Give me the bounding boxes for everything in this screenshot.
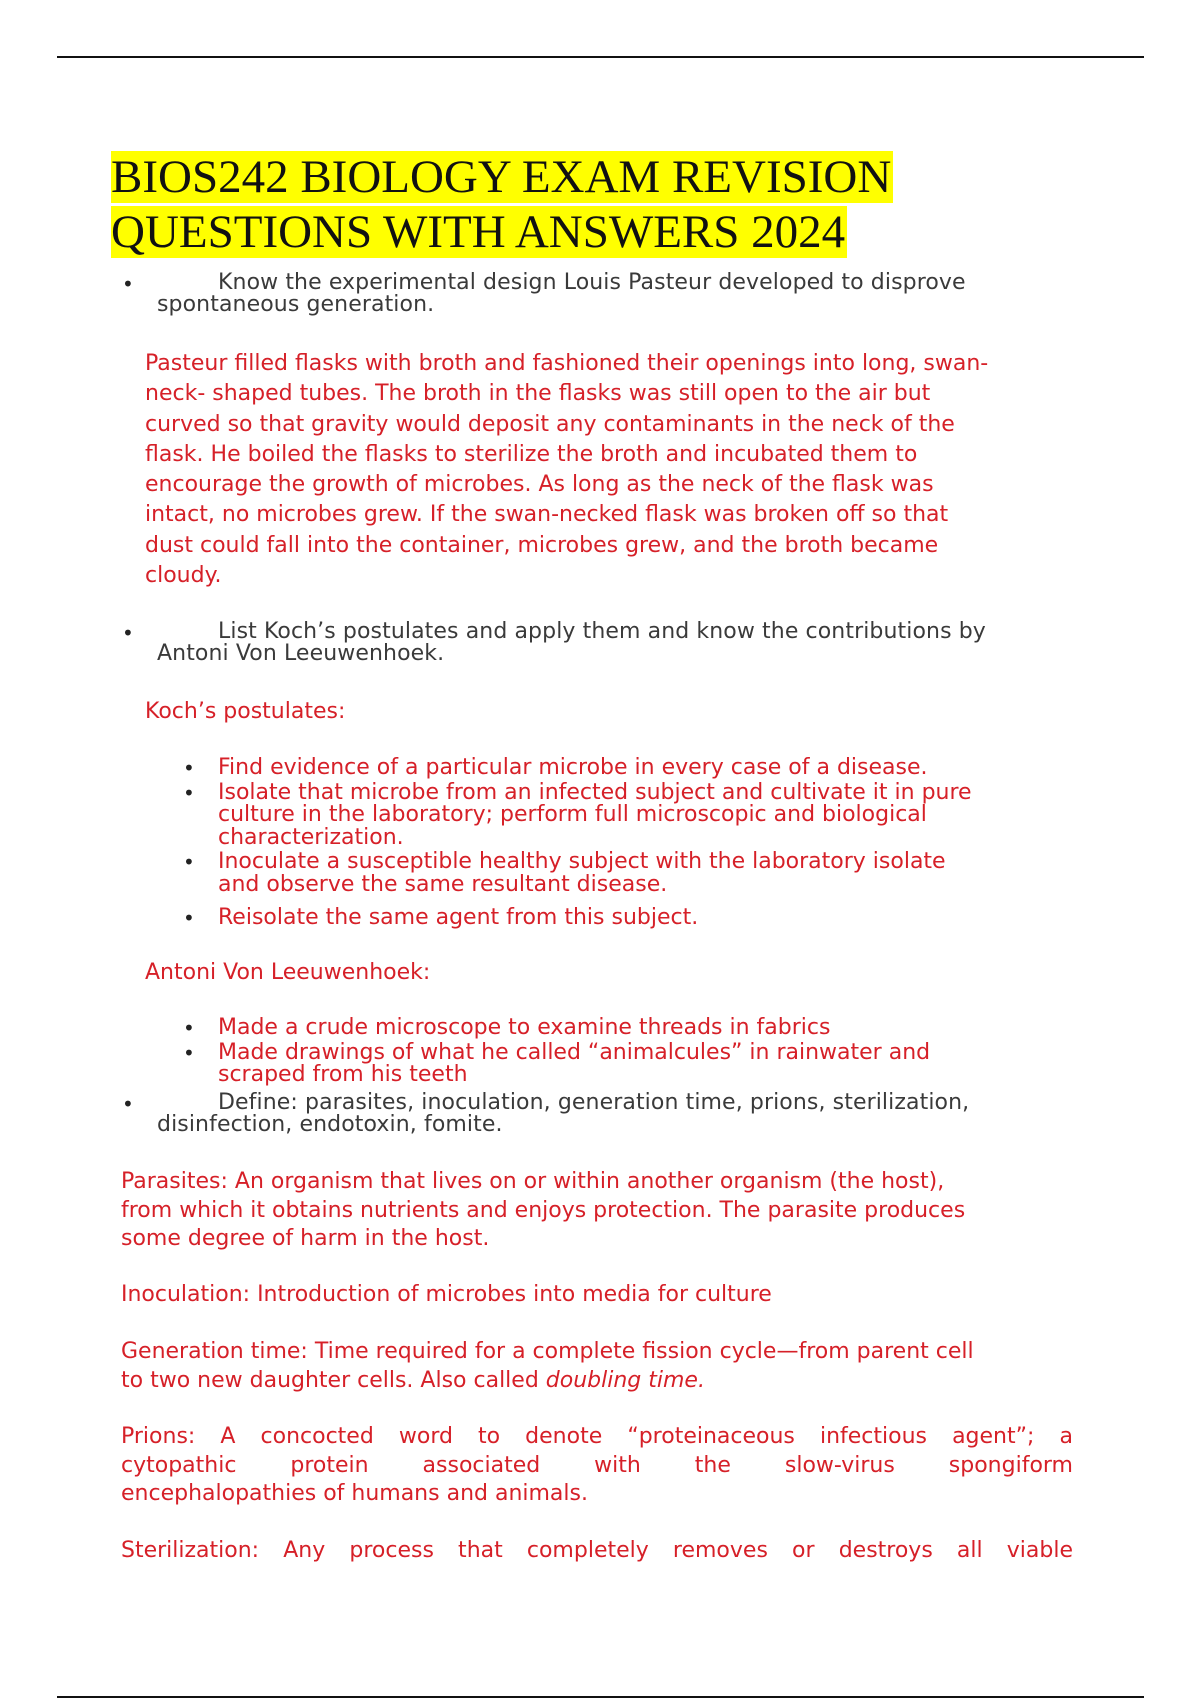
question-2 — [157, 621, 1087, 665]
pasteur-line: cloudy. — [145, 563, 222, 589]
definition-generation-time: Generation time: Time required for a complete fission cycle—from parent cell to two new daughter cells. Also called doubling time. — [121, 1339, 974, 1393]
pasteur-answer — [145, 349, 1105, 591]
bullet-icon: • — [122, 621, 134, 645]
question-2-line-1: List Koch’s postulates and apply them and know the contributions by — [218, 619, 986, 644]
list-item: • Isolate that microbe from an infected subject and cultivate it in pure culture in the laboratory; perform full microscopic and biological characterization. — [183, 782, 1083, 850]
question-3-line-1: Define: parasites, inoculation, generation time, prions, sterilization, — [218, 1090, 970, 1115]
list-item: • Inoculate a susceptible healthy subject with the laboratory isolate and observe the same resultant disease. — [183, 851, 1083, 896]
bullet-icon: • — [122, 1092, 134, 1116]
title-line-1: BIOS242 BIOLOGY EXAM REVISION — [111, 151, 892, 203]
pasteur-line: flask. He boiled the flasks to sterilize the broth and incubated them to — [145, 441, 918, 467]
footer-rule — [57, 1696, 1144, 1698]
list-item: • Made drawings of what he called “animalcules” in rainwater and scraped from his teeth — [183, 1042, 1083, 1087]
pasteur-line: intact, no microbes grew. If the swan-necked flask was broken off so that — [145, 502, 949, 528]
leeuwenhoek-list — [183, 1017, 1083, 1087]
pasteur-line: encourage the growth of microbes. As long as the neck of the flask was — [145, 472, 934, 498]
question-1 — [157, 272, 1087, 316]
pasteur-line: curved so that gravity would deposit any contaminants in the neck of the — [145, 411, 955, 437]
question-2-line-2: Antoni Von Leeuwenhoek. — [157, 641, 445, 666]
definition-prions: Prions: A concocted word to denote “proteinaceous infectious agent”; a cytopathic protein associated with the slow-virus spongiform encephalopathies of humans and animals. — [121, 1424, 1073, 1506]
list-item: • Made a crude microscope to examine threads in fabrics — [183, 1017, 1083, 1040]
definition-inoculation: Inoculation: Introduction of microbes into media for culture — [121, 1282, 772, 1307]
pasteur-line: Pasteur filled flasks with broth and fashioned their openings into long, swan- — [145, 351, 989, 376]
document-title — [111, 150, 1111, 260]
definition-parasites: Parasites: An organism that lives on or within another organism (the host), from which it obtains nutrients and enjoys protection. The parasite produces some degree of harm in the host. — [121, 1169, 966, 1251]
pasteur-line: dust could fall into the container, microbes grew, and the broth became — [145, 532, 939, 558]
question-1-line-2: spontaneous generation. — [157, 292, 435, 317]
title-line-2: QUESTIONS WITH ANSWERS 2024 — [111, 206, 846, 258]
list-item: • Find evidence of a particular microbe in every case of a disease. — [183, 757, 1083, 780]
question-3-line-2: disinfection, endotoxin, fomite. — [157, 1112, 503, 1137]
bullet-icon: • — [122, 272, 134, 296]
definition-sterilization: Sterilization: Any process that completely removes or destroys all viable — [121, 1538, 1073, 1563]
list-item: • Reisolate the same agent from this subject. — [183, 907, 1083, 930]
pasteur-line: neck- shaped tubes. The broth in the flasks was still open to the air but — [145, 381, 931, 407]
koch-heading: Koch’s postulates: — [145, 699, 346, 724]
koch-postulates-list — [183, 757, 1083, 930]
header-rule — [57, 56, 1144, 58]
leeuwenhoek-heading: Antoni Von Leeuwenhoek: — [145, 960, 431, 985]
question-1-line-1: Know the experimental design Louis Pasteur developed to disprove — [218, 270, 966, 295]
question-3 — [157, 1092, 1087, 1136]
